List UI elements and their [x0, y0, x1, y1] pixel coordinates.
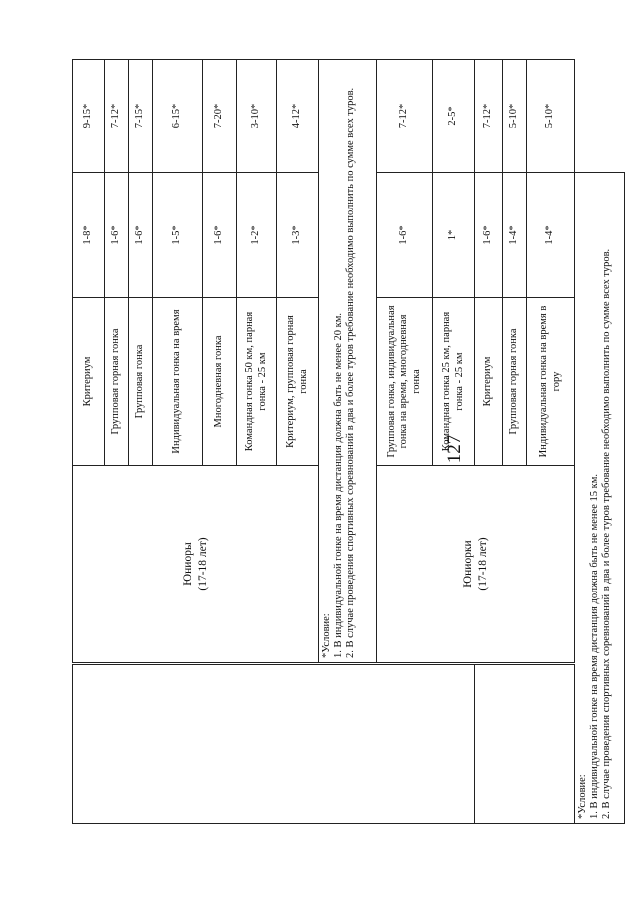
value-cell: 5-10*: [503, 60, 527, 173]
discipline-cell: Групповая горная гонка: [503, 298, 527, 466]
value-cell: 1*: [433, 173, 475, 298]
discipline-cell: Критериум: [475, 298, 503, 466]
value-cell: 9-15*: [73, 60, 105, 173]
discipline-cell: Критериум: [73, 298, 105, 466]
value-cell: 7-12*: [377, 60, 433, 173]
value-cell: 2-5*: [433, 60, 475, 173]
value-cell: 7-20*: [203, 60, 237, 173]
value-cell: 6-15*: [153, 60, 203, 173]
discipline-cell: Групповая гонка, индивидуальная гонка на время, многодневная гонка: [377, 298, 433, 466]
empty-cell: [475, 664, 575, 824]
value-cell: 5-10*: [527, 60, 575, 173]
table-row: [73, 60, 105, 824]
value-cell: 1-4*: [503, 173, 527, 298]
value-cell: 1-6*: [377, 173, 433, 298]
value-cell: 1-6*: [203, 173, 237, 298]
value-cell: 1-6*: [475, 173, 503, 298]
value-cell: 1-8*: [73, 173, 105, 298]
empty-cell: [73, 664, 475, 824]
value-cell: 1-4*: [527, 173, 575, 298]
discipline-cell: Командная гонка 50 км, парная гонка - 25 км: [237, 298, 277, 466]
value-cell: 1-5*: [153, 173, 203, 298]
discipline-cell: Групповая горная гонка: [105, 298, 129, 466]
condition-note: *Условие: 1. В индивидуальной гонке на время дистанция должна быть не менее 15 км. 2. В случае проведения спортивных соревнований в два и более туров требование необходимо выполнить по сумме всех туров.: [575, 173, 625, 824]
group-cell: Юниорки (17-18 лет): [377, 466, 575, 664]
discipline-cell: Многодневная гонка: [203, 298, 237, 466]
value-cell: 1-2*: [237, 173, 277, 298]
discipline-cell: Индивидуальная гонка на время в гору: [527, 298, 575, 466]
discipline-cell: Командная гонка 25 км, парная гонка - 25 км: [433, 298, 475, 466]
discipline-cell: Критериум, групповая горная гонка: [277, 298, 319, 466]
value-cell: 4-12*: [277, 60, 319, 173]
condition-row: [575, 60, 625, 824]
discipline-cell: Групповая гонка: [129, 298, 153, 466]
table-row: [475, 60, 503, 824]
page-number: 127: [444, 434, 465, 464]
value-cell: 1-6*: [129, 173, 153, 298]
value-cell: 1-3*: [277, 173, 319, 298]
rotated-table-wrapper: [72, 60, 613, 824]
value-cell: 7-12*: [475, 60, 503, 173]
standards-table: [72, 59, 625, 824]
group-cell: Юниоры (17-18 лет): [73, 466, 319, 664]
condition-note: *Условие: 1. В индивидуальной гонке на время дистанция должна быть не менее 20 км. 2. В случае проведения спортивных соревнований в два и более туров требование необходимо выполнить по сумме всех туров.: [319, 60, 377, 664]
value-cell: 7-12*: [105, 60, 129, 173]
value-cell: 3-10*: [237, 60, 277, 173]
discipline-cell: Индивидуальная гонка на время: [153, 298, 203, 466]
value-cell: 7-15*: [129, 60, 153, 173]
value-cell: 1-6*: [105, 173, 129, 298]
